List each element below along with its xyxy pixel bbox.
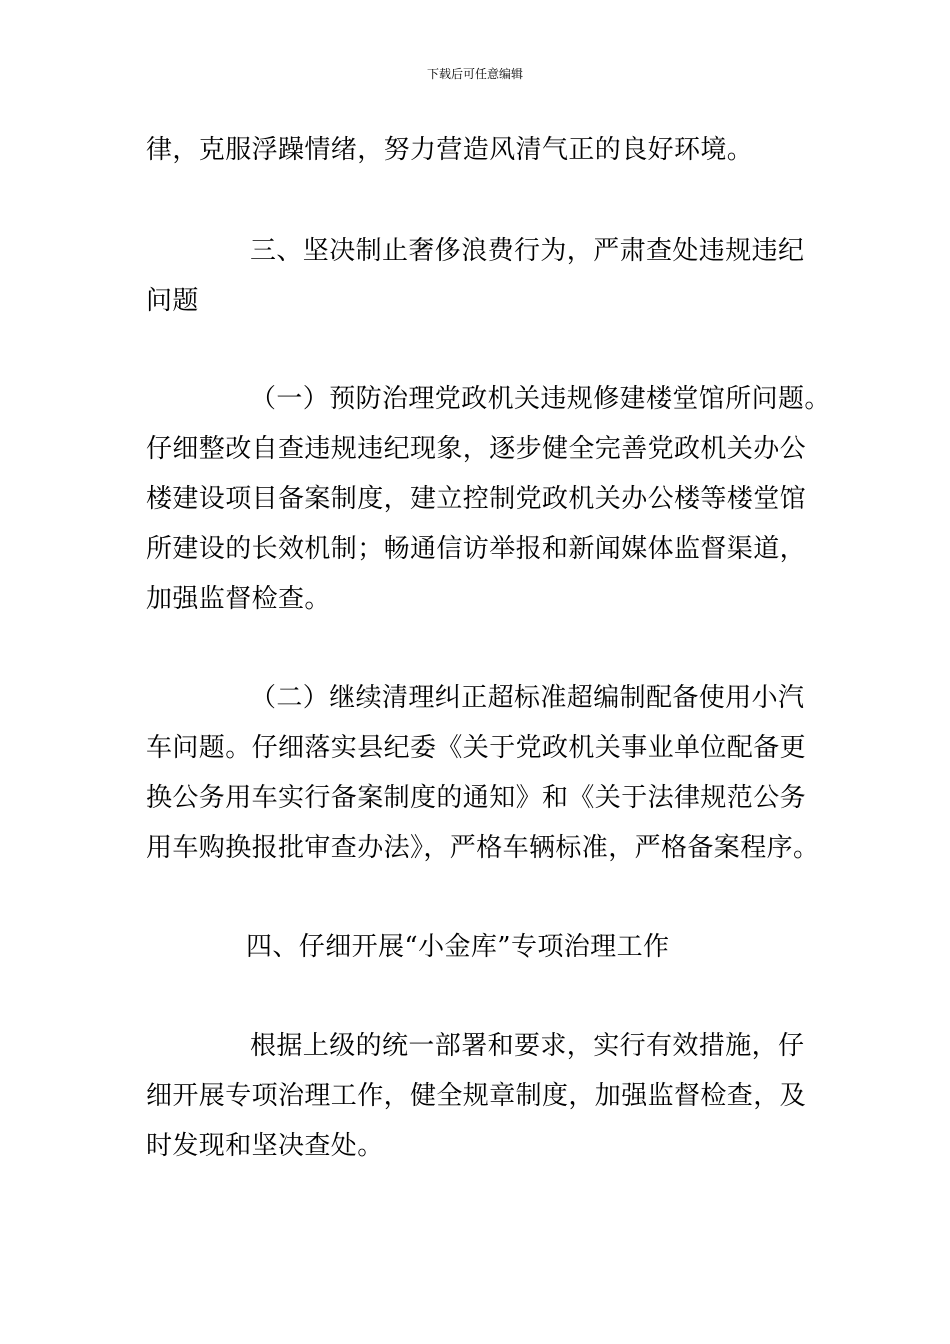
section-heading: 三、坚决制止奢侈浪费行为，严肃查处违规违纪 [250,236,805,266]
paragraph-line: 根据上级的统一部署和要求，实行有效措施，仔 [250,1031,805,1061]
section-heading: 四、仔细开展“小金库”专项治理工作 [246,932,670,962]
paragraph-line: 时发现和坚决查处。 [146,1131,384,1161]
paragraph-line: 车问题。仔细落实县纪委《关于党政机关事业单位配备更 [146,733,807,763]
paragraph-line: 所建设的长效机制；畅通信访举报和新闻媒体监督渠道， [146,534,807,564]
paragraph-line: 细开展专项治理工作，健全规章制度，加强监督检查，及 [146,1081,807,1111]
paragraph-line: 用车购换报批审查办法》，严格车辆标准，严格备案程序。 [146,833,820,863]
page-header: 下载后可任意编辑 [426,67,523,81]
paragraph-line: （一）预防治理党政机关违规修建楼堂馆所问题。 [250,384,831,414]
body-line: 律，克服浮躁情绪，努力营造风清气正的良好环境。 [146,135,754,165]
paragraph-line: 楼建设项目备案制度，建立控制党政机关办公楼等楼堂馆 [146,484,807,514]
section-heading-cont: 问题 [146,286,199,316]
paragraph-line: （二）继续清理纠正超标准超编制配备使用小汽 [250,683,805,713]
paragraph-line: 仔细整改自查违规违纪现象，逐步健全完善党政机关办公 [146,434,807,464]
paragraph-line: 加强监督检查。 [146,584,331,614]
paragraph-line: 换公务用车实行备案制度的通知》和《关于法律规范公务 [146,783,807,813]
